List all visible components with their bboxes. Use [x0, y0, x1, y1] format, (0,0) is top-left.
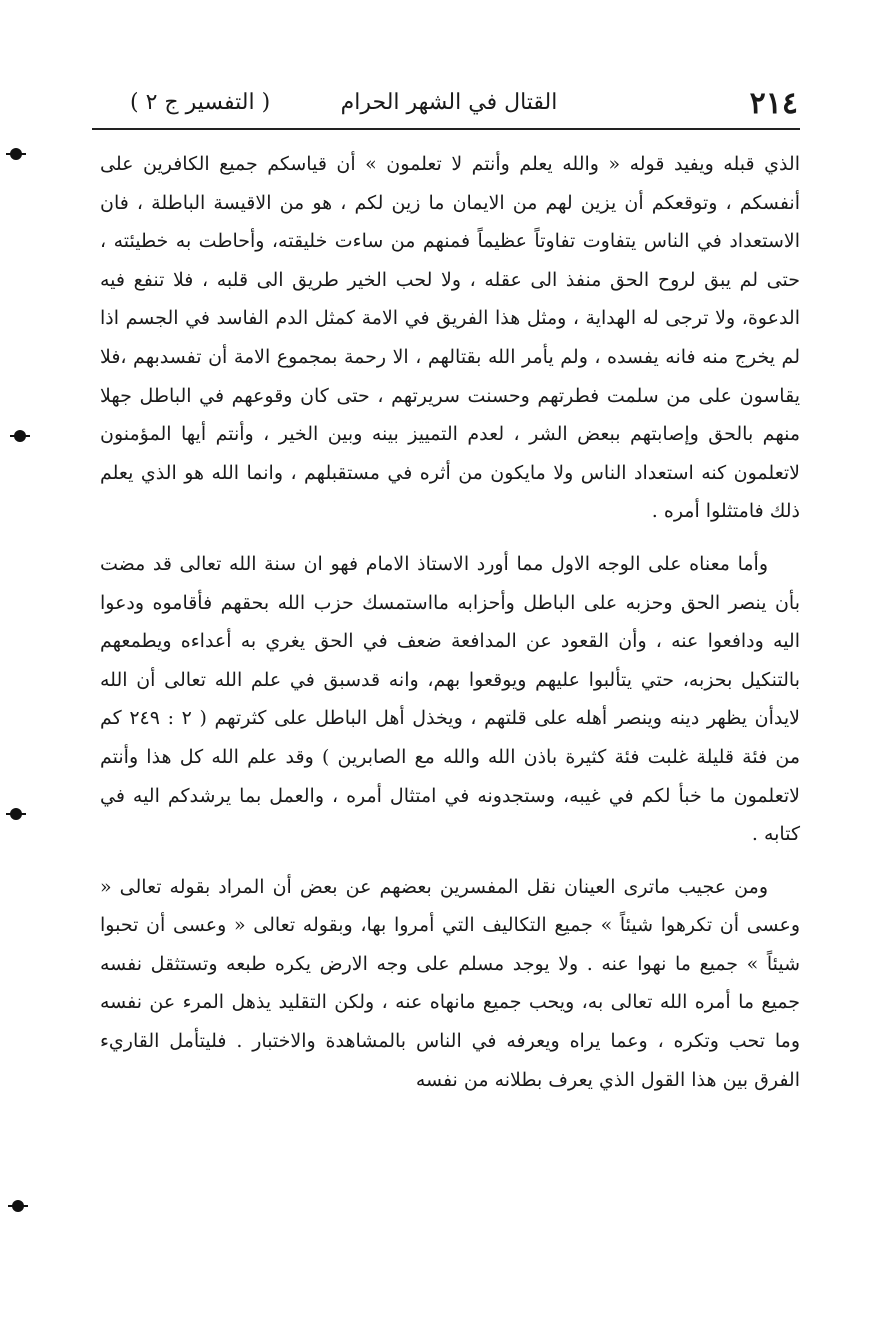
paragraph-3: ومن عجيب ماترى العينان نقل المفسرين بعضهم عن بعض أن المراد بقوله تعالى « وعسى أن تكرهوا شيئاً » جميع التكاليف التي أمروا بها، وبقوله تعالى « وعسى أن تحبوا شيئاً » جميع ما نهوا عنه . ولا يوجد مسلم على وجه الارض يكره طبعه وتستثقل نفسه جميع ما أمره الله تعالى به، ويحب جميع مانهاه عنه ، ولكن التقليد يذهل المرء عن نفسه وما تحب وتكره ، وعما يراه ويعرفه في الناس بالمشاهدة والاختبار . فليتأمل القاريء الفرق بين هذا القول الذي يعرف بطلانه من نفسه	[100, 875, 800, 1091]
binding-hole-mark	[12, 1200, 24, 1212]
page-number: ٢١٤	[749, 86, 798, 121]
paragraph-2: وأما معناه على الوجه الاول مما أورد الاستاذ الامام فهو ان سنة الله تعالى قد مضت بأن ينصر الحق وحزبه على الباطل وأحزابه مااستمسك حزب الله بحقهم فأقاموه ودعوا اليه ودافعوا عنه ، وأن القعود عن المدافعة ضعف في الحق يغري به أعداءه ويطمعهم بالتنكيل بحزبه، حتي يتألبوا عليهم ويوقعوا بهم، وانه قدسبق في علم الله تعالى أن الله لايدأن يظهر دينه وينصر أهله على قلتهم ، ويخذل أهل الباطل على كثرتهم ( ٢ : ٢٤٩ كم من فئة قليلة غلبت فئة كثيرة باذن الله والله مع الصابرين ) وقد علم الله كل هذا وأنتم لاتعلمون ما خبأ لكم في غيبه، وستجدونه في امتثال أمره ، والعمل بما يرشدكم اليه في كتابه .	[100, 552, 800, 846]
page-header	[100, 82, 798, 126]
book-reference: ( التفسير ج ٢ )	[130, 90, 271, 115]
running-title: القتال في الشهر الحرام	[340, 90, 558, 115]
header-rule	[92, 128, 800, 130]
page-body	[100, 145, 800, 1099]
binding-hole-mark	[10, 808, 22, 820]
binding-hole-mark	[14, 430, 26, 442]
paragraph-1: الذي قبله ويفيد قوله « والله يعلم وأنتم لا تعلمون » أن قياسكم جميع الكافرين على أنفسكم ، وتوقعكم أن يزين لهم من الايمان ما زين لكم ، هو من الاقيسة الباطلة ، فان الاستعداد في الناس يتفاوت تفاوتاً عظيماً فمنهم من ساءت خليقته، وأحاطت به خطيئته ، حتى لم يبق لروح الحق منفذ الى عقله ، ولا لحب الخير طريق الى قلبه ، فلا تنفع فيه الدعوة، ولا ترجى له الهداية ، ومثل هذا الفريق في الامة كمثل الدم الفاسد في الجسم اذا لم يخرج منه فانه يفسده ، ولم يأمر الله بقتالهم ، الا رحمة بمجموع الامة أن تفسدبهم ،فلا يقاسون على من سلمت فطرتهم وحسنت سريرتهم ، حتى كان وقوعهم في الباطل جهلا منهم بالحق وإصابتهم ببعض الشر ، لعدم التمييز بينه وبين الخير ، وأنتم أيها المؤمنون لاتعلمون كنه استعداد الناس ولا مايكون من أثره في مستقبلهم ، وانما الله هو الذي يعلم ذلك فامتثلوا أمره .	[100, 153, 800, 523]
binding-hole-mark	[10, 148, 22, 160]
